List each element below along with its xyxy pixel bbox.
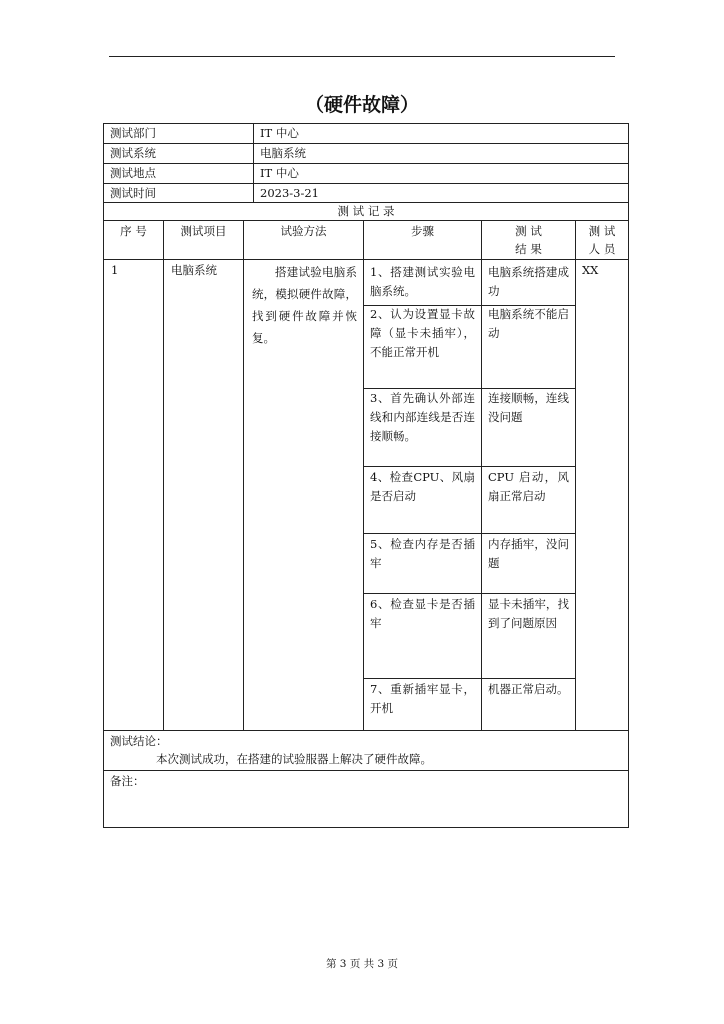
record-column-divider: [575, 220, 576, 730]
remarks-label: 备注：: [110, 774, 145, 788]
step-result: 机器正常启动。: [488, 682, 569, 696]
header-steps: 步骤: [411, 224, 434, 238]
step-text: 6、检查显卡是否插牢: [370, 597, 475, 630]
conclusion-label: 测试结论：: [110, 734, 168, 748]
step-text: 3、首先确认外部连线和内部连线是否连接顺畅。: [370, 391, 475, 443]
header-person: 人 员: [588, 242, 616, 256]
table-row-border: [103, 730, 629, 731]
step-text: 7、重新插牢显卡，开机: [370, 682, 475, 715]
info-label: 测试时间: [110, 186, 156, 200]
conclusion-text: 本次测试成功，在搭建的试验服器上解决了硬件故障。: [156, 752, 432, 766]
step-result: 电脑系统搭建成功: [488, 265, 569, 298]
info-value: 电脑系统: [260, 146, 306, 160]
header-person: 测 试: [588, 224, 616, 238]
info-label: 测试系统: [110, 146, 156, 160]
header-result: 测 试: [515, 224, 542, 238]
record-heading: 测 试 记 录: [337, 204, 395, 218]
step-result: CPU 启动，风扇正常启动: [488, 470, 569, 503]
document-title: （硬件故障）: [304, 94, 419, 116]
row-person: XX: [582, 263, 599, 277]
row-seq: 1: [111, 263, 119, 277]
header-item: 测试项目: [180, 224, 227, 238]
page-footer: 第 3 页 共 3 页: [325, 958, 399, 970]
header-seq: 序 号: [120, 224, 147, 238]
header-method: 试验方法: [280, 224, 327, 238]
row-item: 电脑系统: [171, 263, 217, 277]
step-text: 4、检查CPU、风扇是否启动: [370, 470, 475, 503]
step-result: 连接顺畅，连线没问题: [488, 391, 569, 424]
table-row-border: [103, 770, 629, 771]
table-row-border: [103, 220, 629, 221]
info-value: 2023-3-21: [260, 186, 319, 200]
step-result: 内存插牢，没问题: [488, 537, 569, 570]
step-text: 5、检查内存是否插牢: [370, 537, 475, 570]
table-row-border: [103, 827, 629, 828]
header-rule: [109, 56, 615, 57]
step-text: 2、认为设置显卡故障（显卡未插牢），不能正常开机: [370, 307, 475, 359]
info-label: 测试部门: [110, 126, 156, 140]
header-result: 结 果: [515, 242, 542, 256]
table-border-right: [628, 123, 629, 827]
info-label: 测试地点: [110, 166, 156, 180]
row-method: 搭建试验电脑系统，模拟硬件故障，找到硬件故障并恢复。: [252, 265, 357, 345]
step-result: 显卡未插牢，找到了问题原因: [488, 597, 569, 630]
table-row-border: [103, 259, 629, 260]
info-value: IT 中心: [260, 166, 299, 180]
step-result: 电脑系统不能启动: [488, 307, 569, 340]
step-text: 1、搭建测试实验电脑系统。: [370, 265, 475, 298]
record-column-divider: [163, 220, 164, 730]
info-value: IT 中心: [260, 126, 299, 140]
